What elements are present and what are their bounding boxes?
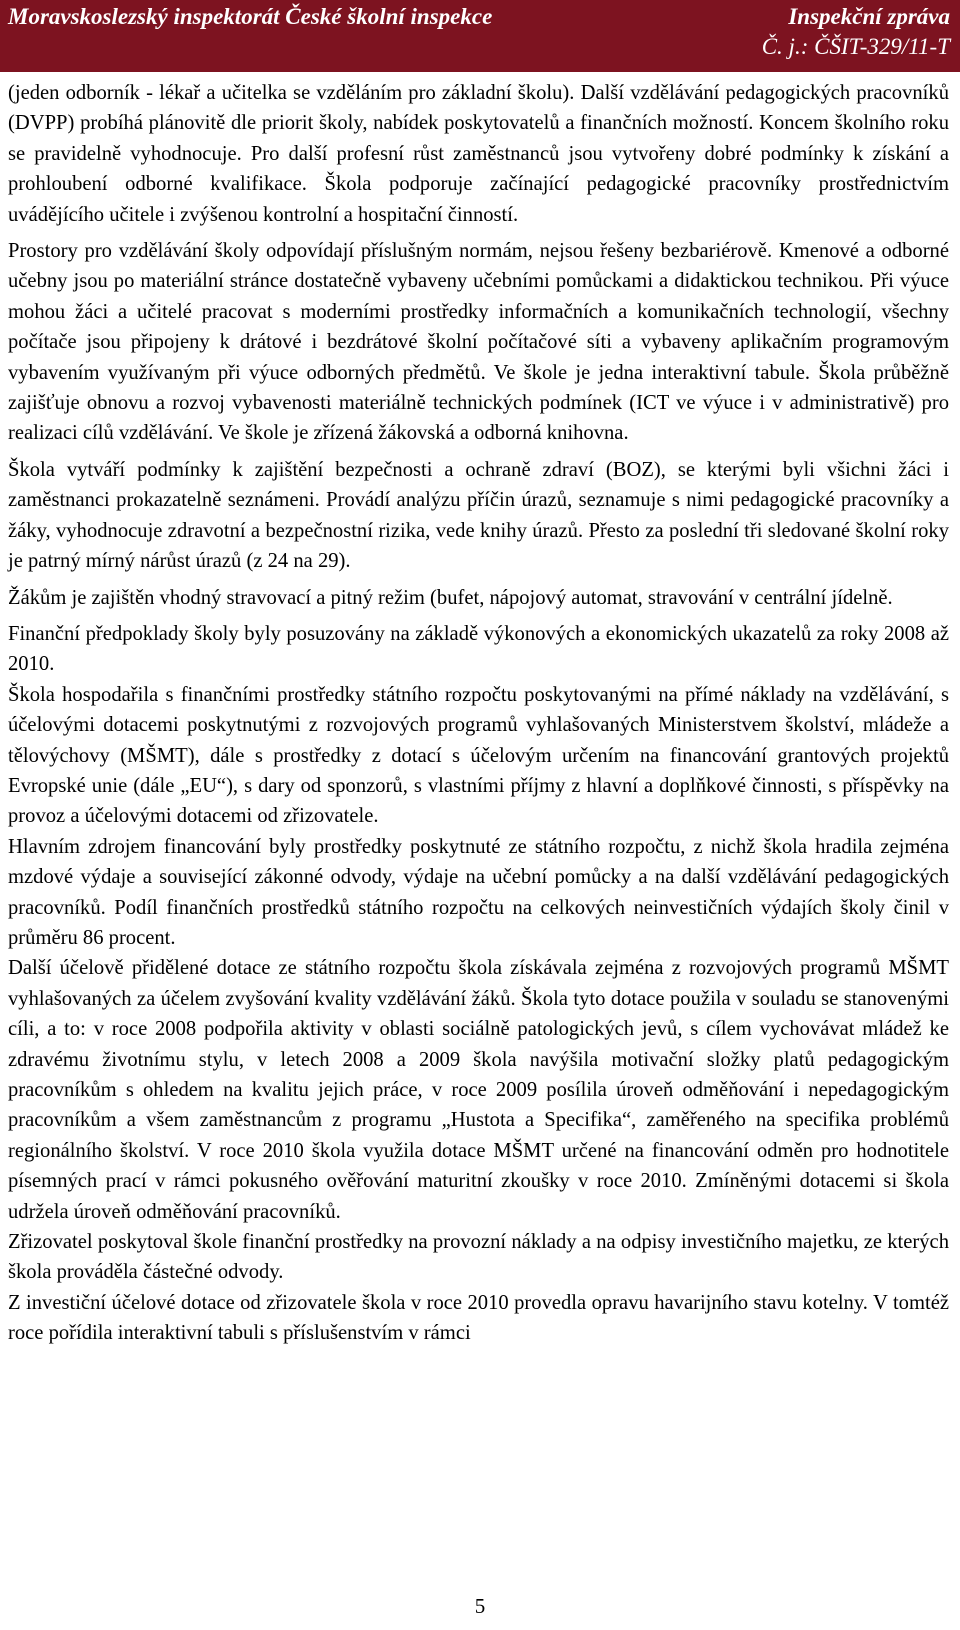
page-header [0,0,960,72]
paragraph-grants: Další účelově přidělené dotace ze státního rozpočtu škola získávala zejména z rozvojových programů MŠMT vyhlašovaných za účelem zvyšování kvality vzdělávání žáků. Škola tyto dotace použila v souladu se stanovenými cíli, a to: v roce 2008 podpořila aktivity v oblasti sociálně patologických jevů, s cílem vychovávat mládež ke zdravému životnímu stylu, v letech 2008 a 2009 škola navýšila motivační složky platů pedagogickým pracovníkům s ohledem na kvalitu jejich práce, v roce 2009 posílila úroveň odměňování i nepedagogickým pracovníkům a všem zaměstnancům z programu „Hustota a Specifika“, zaměřeného na specifika problémů regionálního školství. V roce 2010 škola využila dotace MŠMT určené na financování odměn pro hodnotitele písemných prací v rámci pokusného ověřování maturitní zkoušky v roce 2010. Zmíněnými dotacemi si škola udržela úroveň odměňování pracovníků. [8,957,949,1223]
paragraph-investment: Z investiční účelové dotace od zřizovatele škola v roce 2010 provedla opravu havarijního stavu kotelny. V tomtéž roce pořídila interaktivní tabuli s příslušenstvím v rámci [8,1291,949,1345]
paragraph-financial-assumptions: Finanční předpoklady školy byly posuzovány na základě výkonových a ekonomických ukazatelů za roky 2008 až 2010. [8,622,949,676]
paragraph-funding-sources: Škola hospodařila s finančními prostředky státního rozpočtu poskytovanými na přímé náklady na vzdělávání, s účelovými dotacemi poskytnutými z rozvojových programů vyhlašovaných Ministerstvem školství, mládeže a tělovýchovy (MŠMT), dále s prostředky z dotací s účelovým určením na financování grantových projektů Evropské unie (dále „EU“), s dary od sponzorů, s vlastními příjmy z hlavní a doplňkové činnosti, s příspěvky na provoz a účelovými dotacemi od zřizovatele. [8,683,949,828]
paragraph-staff-development: (jeden odborník - lékař a učitelka se vzděláním pro základní školu). Další vzdělávání pedagogických pracovníků (DVPP) probíhá plánovitě dle priorit školy, nabídek poskytovatelů a finančních možností. Koncem školního roku se pravidelně vyhodnocuje. Pro další profesní růst zaměstnanců jsou vytvořeny dobré podmínky k získání a prohloubení odborné kvalifikace. Škola podporuje začínající pedagogické pracovníky prostřednictvím uvádějícího učitele i zvýšenou kontrolní a hospitační činností. [8,82,949,226]
header-organization: Moravskoslezský inspektorát České školní inspekce [8,4,493,29]
document-body [8,78,949,1349]
paragraph-catering: Žákům je zajištěn vhodný stravovací a pitný režim (bufet, nápojový automat, stravování v centrální jídelně. [8,586,893,609]
header-reference-number: Č. j.: ČŠIT-329/11-T [761,34,950,59]
paragraph-founder-funding: Zřizovatel poskytoval škole finanční prostředky na provozní náklady a na odpisy investičního majetku, ze kterých škola prováděla částečné odvody. [8,1231,949,1284]
page-number: 5 [474,1594,486,1618]
paragraph-state-budget: Hlavním zdrojem financování byly prostředky poskytnuté ze státního rozpočtu, z nichž škola hradila zejména mzdové výdaje a související zákonné odvody, výdaje na učební pomůcky a na další vzdělávání pedagogických pracovníků. Podíl finančních prostředků státního rozpočtu na celkových neinvestičních výdajích školy činil v průměru 86 procent. [8,835,949,949]
paragraph-facilities: Prostory pro vzdělávání školy odpovídají příslušným normám, nejsou řešeny bezbariérově. Kmenové a odborné učebny jsou po materiální stránce dostatečně vybaveny učebními pomůckami a didaktickou technikou. Při výuce mohou žáci a učitelé pracovat s moderními prostředky informačních a komunikačních technologií, všechny počítače jsou připojeny k drátové i bezdrátové školní počítačové síti a vybaveny aplikačním programovým vybavením využívaným při výuce odborných předmětů. Ve škole je jedna interaktivní tabule. Škola průběžně zajišťuje obnovu a rozvoj vybavenosti materiálně technických podmínek (ICT ve výuce i v administrativě) pro realizaci cílů vzdělávání. Ve škole je zřízená žákovská a odborná knihovna. [8,240,949,445]
header-document-type: Inspekční zpráva [788,4,950,29]
paragraph-safety: Škola vytváří podmínky k zajištění bezpečnosti a ochraně zdraví (BOZ), se kterými byli všichni žáci i zaměstnanci prokazatelně seznámeni. Provádí analýzu příčin úrazů, seznamuje s nimi pedagogické pracovníky a žáky, vyhodnocuje zdravotní a bezpečnostní rizika, vede knihy úrazů. Přesto za poslední tři sledované školní roky je patrný mírný nárůst úrazů (z 24 na 29). [8,458,949,573]
